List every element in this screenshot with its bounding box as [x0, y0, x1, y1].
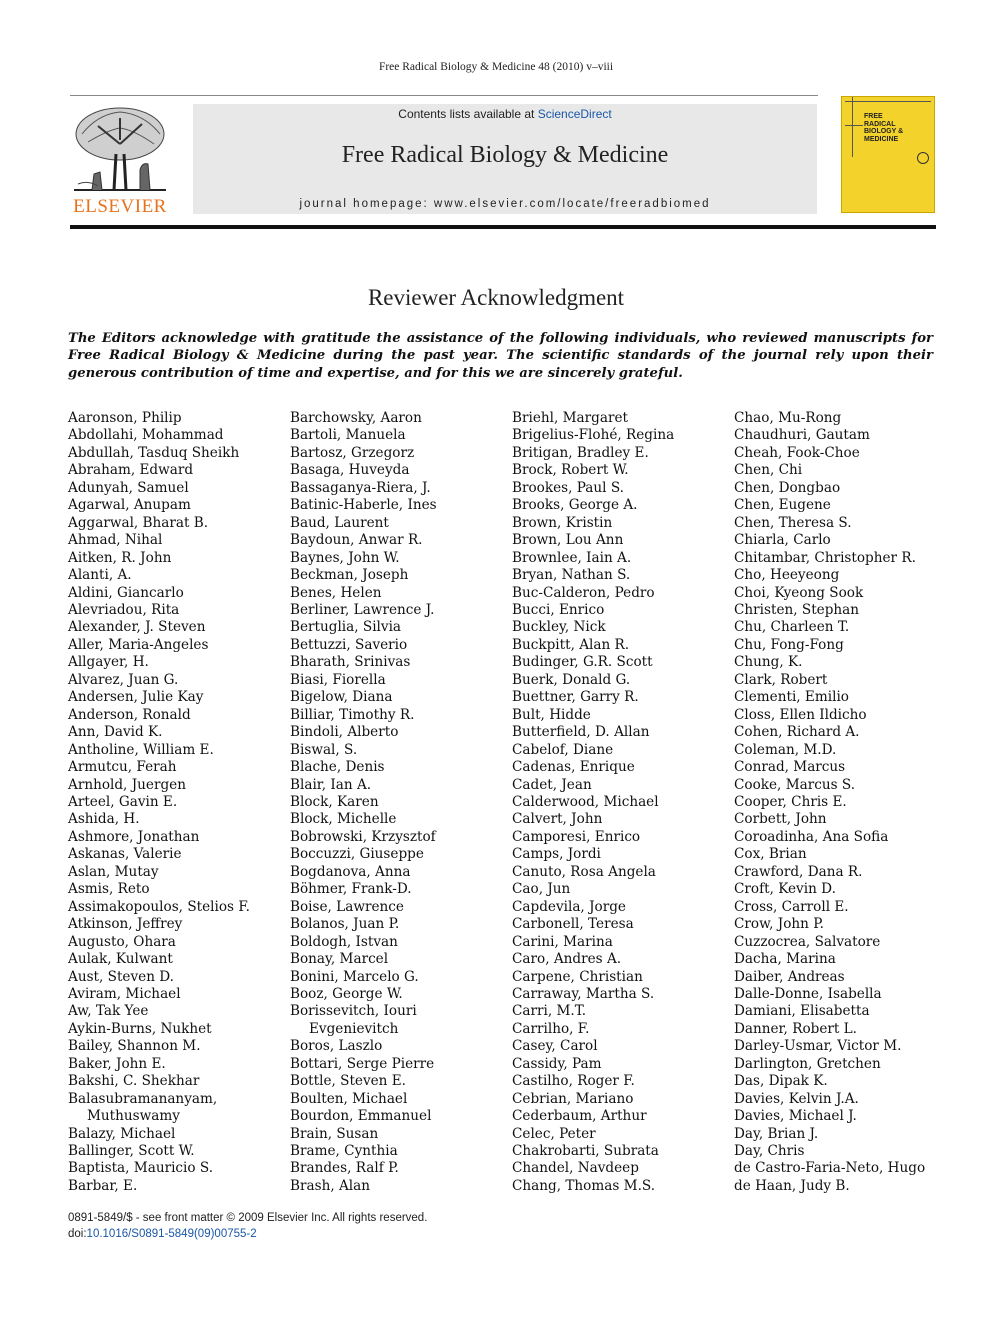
reviewer-name: Balazy, Michael — [68, 1125, 176, 1142]
footer — [68, 1210, 668, 1242]
reviewer-name: Coleman, M.D. — [734, 741, 837, 758]
reviewer-name: Day, Chris — [734, 1143, 805, 1160]
reviewer-name: Celec, Peter — [512, 1125, 596, 1142]
reviewer-name: Calderwood, Michael — [512, 793, 659, 810]
reviewer-name: Conrad, Marcus — [734, 759, 846, 776]
reviewer-name: Cox, Brian — [734, 846, 807, 863]
journal-cover-thumbnail[interactable] — [841, 96, 935, 213]
reviewer-name: Clementi, Emilio — [734, 689, 849, 706]
reviewer-name: Ann, David K. — [68, 724, 163, 741]
reviewer-name: Canuto, Rosa Angela — [512, 863, 656, 880]
reviewer-name: Crawford, Dana R. — [734, 863, 863, 880]
reviewer-name: Buckley, Nick — [512, 619, 606, 636]
reviewer-name: Bolanos, Juan P. — [290, 916, 400, 933]
header-top-rule — [70, 95, 818, 96]
reviewer-name: Camporesi, Enrico — [512, 828, 641, 845]
reviewer-name: Brownlee, Iain A. — [512, 549, 632, 566]
reviewer-name: Askanas, Valerie — [68, 846, 182, 863]
reviewer-name: Andersen, Julie Kay — [68, 689, 204, 706]
reviewer-name: Bucci, Enrico — [512, 601, 605, 618]
reviewer-name: Cooke, Marcus S. — [734, 776, 856, 793]
reviewer-name: Muthuswamy — [87, 1108, 180, 1125]
reviewer-name: Bartoli, Manuela — [290, 427, 406, 444]
reviewer-name: Chen, Chi — [734, 462, 803, 479]
reviewer-name: Cassidy, Pam — [512, 1055, 602, 1072]
reviewer-name: Boulten, Michael — [290, 1090, 408, 1107]
reviewer-name: Chitambar, Christopher R. — [734, 549, 916, 566]
reviewer-name: Dacha, Marina — [734, 951, 836, 968]
reviewer-name: Blair, Ian A. — [290, 776, 372, 793]
reviewer-name: Cadet, Jean — [512, 776, 592, 793]
journal-homepage[interactable]: journal homepage: www.elsevier.com/locate/freeradbiomed — [299, 198, 711, 210]
reviewer-name: Cadenas, Enrique — [512, 759, 635, 776]
reviewer-name: Brandes, Ralf P. — [290, 1160, 399, 1177]
reviewer-name: Brown, Kristin — [512, 514, 613, 531]
reviewer-name: Darlington, Gretchen — [734, 1055, 881, 1072]
reviewer-name: Davies, Michael J. — [734, 1108, 857, 1125]
reviewer-name: Clark, Robert — [734, 671, 828, 688]
reviewer-name: Cebrian, Mariano — [512, 1090, 634, 1107]
cover-emblem-icon — [917, 152, 929, 164]
reviewer-column-3 — [512, 410, 727, 1195]
reviewer-name: de Haan, Judy B. — [734, 1177, 850, 1194]
reviewer-name: Chu, Charleen T. — [734, 619, 850, 636]
journal-title: Free Radical Biology & Medicine — [341, 142, 669, 168]
reviewer-name: Bogdanova, Anna — [290, 863, 411, 880]
reviewer-name: Benes, Helen — [290, 584, 382, 601]
reviewer-name: Boccuzzi, Giuseppe — [290, 846, 424, 863]
reviewer-name: Block, Michelle — [290, 811, 397, 828]
reviewer-name: Chen, Dongbao — [734, 479, 841, 496]
reviewer-name: Cao, Jun — [512, 881, 571, 898]
reviewer-name: Baynes, John W. — [290, 549, 400, 566]
elsevier-tree-icon — [68, 104, 172, 196]
reviewer-name: Buettner, Garry R. — [512, 689, 639, 706]
reviewer-name: Carini, Marina — [512, 933, 613, 950]
doi-prefix: doi: — [68, 1228, 87, 1240]
reviewer-name: Bharath, Srinivas — [290, 654, 411, 671]
reviewer-name: Baydoun, Anwar R. — [290, 532, 423, 549]
reviewer-column-2 — [290, 410, 505, 1195]
reviewer-name: Cho, Heeyeong — [734, 567, 840, 584]
reviewer-name: Allgayer, H. — [68, 654, 149, 671]
reviewer-name: Chakrobarti, Subrata — [512, 1143, 659, 1160]
reviewer-name: Brooks, George A. — [512, 497, 638, 514]
reviewer-name: Baptista, Mauricio S. — [68, 1160, 214, 1177]
reviewer-name: Cederbaum, Arthur — [512, 1108, 647, 1125]
header-main-rule — [70, 225, 936, 229]
reviewer-name: Ahmad, Nihal — [68, 532, 163, 549]
reviewer-name: Abdullah, Tasduq Sheikh — [68, 444, 240, 461]
reviewer-name: Antholine, William E. — [68, 741, 214, 758]
reviewer-name: Evgenievitch — [309, 1020, 399, 1037]
reviewer-name: Assimakopoulos, Stelios F. — [68, 898, 250, 915]
reviewer-name: Blache, Denis — [290, 759, 385, 776]
journal-banner — [193, 104, 817, 214]
reviewer-name: Butterfield, D. Allan — [512, 724, 650, 741]
reviewer-name: Crow, John P. — [734, 916, 824, 933]
reviewer-name: Brown, Lou Ann — [512, 532, 624, 549]
sciencedirect-link[interactable]: ScienceDirect — [537, 107, 612, 121]
reviewer-name: Aldini, Giancarlo — [68, 584, 184, 601]
reviewer-name: Aggarwal, Bharat B. — [68, 514, 209, 531]
reviewer-name: Brain, Susan — [290, 1125, 379, 1142]
reviewer-name: Aller, Maria-Angeles — [68, 636, 209, 653]
reviewer-name: Bindoli, Alberto — [290, 724, 399, 741]
elsevier-logo[interactable] — [68, 104, 172, 216]
reviewer-name: Bailey, Shannon M. — [68, 1038, 201, 1055]
reviewer-name: Biswal, S. — [290, 741, 358, 758]
reviewer-name: Beckman, Joseph — [290, 567, 409, 584]
reviewer-name: Aslan, Mutay — [68, 863, 159, 880]
reviewer-name: Croft, Kevin D. — [734, 881, 836, 898]
reviewer-name: Berliner, Lawrence J. — [290, 601, 435, 618]
reviewer-name: Bottari, Serge Pierre — [290, 1055, 435, 1072]
reviewer-name: Alvarez, Juan G. — [68, 671, 179, 688]
reviewer-name: Buc-Calderon, Pedro — [512, 584, 655, 601]
reviewer-name: Agarwal, Anupam — [68, 497, 191, 514]
reviewer-name: Brock, Robert W. — [512, 462, 629, 479]
reviewer-name: Booz, George W. — [290, 985, 403, 1002]
reviewer-name: Closs, Ellen Ildicho — [734, 706, 867, 723]
reviewer-name: Aulak, Kulwant — [68, 951, 173, 968]
reviewer-name: Chiarla, Carlo — [734, 532, 831, 549]
reviewer-name: Anderson, Ronald — [68, 706, 191, 723]
contents-prefix: Contents lists available at — [398, 107, 538, 121]
reviewer-name: Chung, K. — [734, 654, 803, 671]
reviewer-name: Biasi, Fiorella — [290, 671, 386, 688]
reviewer-name: Budinger, G.R. Scott — [512, 654, 653, 671]
doi-link[interactable]: 10.1016/S0891-5849(09)00755-2 — [86, 1228, 257, 1240]
reviewer-name: Dalle-Donne, Isabella — [734, 985, 882, 1002]
reviewer-name: Day, Brian J. — [734, 1125, 819, 1142]
reviewer-name: Ashida, H. — [68, 811, 140, 828]
article-title: Reviewer Acknowledgment — [367, 285, 625, 310]
reviewer-name: Carraway, Martha S. — [512, 985, 655, 1002]
reviewer-name: Asmis, Reto — [68, 881, 150, 898]
reviewer-name: Chandel, Navdeep — [512, 1160, 639, 1177]
reviewer-name: Bonay, Marcel — [290, 951, 389, 968]
reviewer-column-1 — [68, 410, 283, 1195]
reviewer-name: Bobrowski, Krzysztof — [290, 828, 436, 845]
cover-title-line: MEDICINE — [864, 135, 899, 143]
reviewer-name: Cabelof, Diane — [512, 741, 614, 758]
reviewer-name: Bourdon, Emmanuel — [290, 1108, 432, 1125]
reviewer-name: Castilho, Roger F. — [512, 1073, 635, 1090]
reviewer-name: Block, Karen — [290, 793, 379, 810]
doi-line — [68, 1226, 668, 1242]
reviewer-name: Abraham, Edward — [68, 462, 194, 479]
reviewer-name: Bult, Hidde — [512, 706, 591, 723]
reviewer-name: Brame, Cynthia — [290, 1143, 398, 1160]
reviewer-name: Chen, Eugene — [734, 497, 831, 514]
reviewer-name: Ballinger, Scott W. — [68, 1143, 195, 1160]
reviewer-name: Carpene, Christian — [512, 968, 643, 985]
reviewer-name: Batinic-Haberle, Ines — [290, 497, 437, 514]
reviewer-name: Basaga, Huveyda — [290, 462, 410, 479]
reviewer-name: Buckpitt, Alan R. — [512, 636, 630, 653]
elsevier-wordmark: ELSEVIER — [73, 196, 167, 217]
reviewer-name: Böhmer, Frank-D. — [290, 881, 412, 898]
reviewer-name: Chang, Thomas M.S. — [512, 1177, 656, 1194]
reviewer-name: Balasubramananyam, — [68, 1090, 218, 1107]
reviewer-name: Brigelius-Flohé, Regina — [512, 427, 675, 444]
reviewer-name: Brookes, Paul S. — [512, 479, 624, 496]
reviewer-name: Bettuzzi, Saverio — [290, 636, 408, 653]
cover-title-line: FREE — [864, 113, 883, 120]
reviewer-name: de Castro-Faria-Neto, Hugo — [734, 1160, 926, 1177]
reviewer-name: Alexander, J. Steven — [68, 619, 206, 636]
cover-title-line: RADICAL — [864, 120, 896, 128]
reviewer-name: Chaudhuri, Gautam — [734, 427, 870, 444]
reviewer-name: Adunyah, Samuel — [68, 479, 189, 496]
reviewer-name: Ashmore, Jonathan — [68, 828, 200, 845]
reviewer-name: Bertuglia, Silvia — [290, 619, 402, 636]
reviewer-name: Carbonell, Teresa — [512, 916, 634, 933]
reviewer-name: Bonini, Marcelo G. — [290, 968, 419, 985]
reviewer-name: Cheah, Fook-Choe — [734, 444, 860, 461]
reviewer-name: Alevriadou, Rita — [68, 601, 180, 618]
reviewer-name: Casey, Carol — [512, 1038, 598, 1055]
reviewer-name: Christen, Stephan — [734, 601, 860, 618]
reviewer-name: Buerk, Donald G. — [512, 671, 631, 688]
reviewer-name: Daiber, Andreas — [734, 968, 845, 985]
running-head: Free Radical Biology & Medicine 48 (2010) v–viii — [378, 61, 614, 73]
reviewer-name: Aaronson, Philip — [68, 410, 182, 426]
reviewer-name: Cuzzocrea, Salvatore — [734, 933, 881, 950]
reviewer-name: Camps, Jordi — [512, 846, 601, 863]
reviewer-name: Barchowsky, Aaron — [290, 410, 422, 426]
reviewer-name: Bartosz, Grzegorz — [290, 444, 415, 461]
reviewer-name: Choi, Kyeong Sook — [734, 584, 864, 601]
reviewer-name: Atkinson, Jeffrey — [68, 916, 183, 933]
reviewer-name: Augusto, Ohara — [68, 933, 176, 950]
reviewer-name: Danner, Robert L. — [734, 1020, 858, 1037]
cover-rule — [845, 101, 931, 102]
acknowledgment-intro: The Editors acknowledge with gratitude the assistance of the following individuals, who reviewed manuscripts for Free Radical Biology & Medicine during the past year. The scientific standards of the journal rely upon their generous contribution of time and expertise, and for this we are sincerely grateful. — [68, 331, 933, 381]
cover-title — [864, 113, 932, 143]
reviewer-name: Brash, Alan — [290, 1177, 370, 1194]
reviewer-name: Bottle, Steven E. — [290, 1073, 406, 1090]
reviewer-name: Arteel, Gavin E. — [68, 793, 178, 810]
reviewer-name: Bryan, Nathan S. — [512, 567, 631, 584]
reviewer-name: Cohen, Richard A. — [734, 724, 860, 741]
reviewer-name: Carri, M.T. — [512, 1003, 587, 1020]
reviewer-name: Caro, Andres A. — [512, 951, 622, 968]
reviewer-name: Aust, Steven D. — [68, 968, 175, 985]
reviewer-name: Aw, Tak Yee — [68, 1003, 149, 1020]
reviewer-name: Britigan, Bradley E. — [512, 444, 649, 461]
reviewer-name: Barbar, E. — [68, 1177, 138, 1194]
reviewer-name: Cross, Carroll E. — [734, 898, 849, 915]
reviewer-name: Billiar, Timothy R. — [290, 706, 415, 723]
reviewer-name: Capdevila, Jorge — [512, 898, 626, 915]
reviewer-name: Abdollahi, Mohammad — [68, 427, 224, 444]
cover-rule — [845, 125, 863, 126]
reviewer-name: Baud, Laurent — [290, 514, 389, 531]
reviewer-name: Aitken, R. John — [68, 549, 172, 566]
reviewer-name: Aviram, Michael — [68, 985, 181, 1002]
reviewer-name: Corbett, John — [734, 811, 827, 828]
reviewer-name: Chu, Fong-Fong — [734, 636, 844, 653]
reviewer-name: Alanti, A. — [68, 567, 132, 584]
reviewer-name: Carrilho, F. — [512, 1020, 590, 1037]
reviewer-name: Calvert, John — [512, 811, 603, 828]
reviewer-name: Aykin-Burns, Nukhet — [68, 1020, 212, 1037]
reviewer-name: Borissevitch, Iouri — [290, 1003, 417, 1020]
reviewer-name: Das, Dipak K. — [734, 1073, 828, 1090]
reviewer-name: Coroadinha, Ana Sofia — [734, 828, 889, 845]
cover-rule — [852, 97, 853, 157]
reviewer-column-4 — [734, 410, 949, 1195]
cover-title-line: BIOLOGY & — [864, 128, 904, 135]
reviewer-name: Boldogh, Istvan — [290, 933, 398, 950]
reviewer-name: Bakshi, C. Shekhar — [68, 1073, 200, 1090]
reviewer-name: Cooper, Chris E. — [734, 793, 847, 810]
issn-copyright-line: 0891-5849/$ - see front matter © 2009 Elsevier Inc. All rights reserved. — [68, 1212, 428, 1224]
reviewer-name: Chao, Mu-Rong — [734, 410, 842, 426]
reviewer-name: Bassaganya-Riera, J. — [290, 479, 431, 496]
reviewer-name: Bigelow, Diana — [290, 689, 393, 706]
reviewer-name: Boise, Lawrence — [290, 898, 404, 915]
reviewer-name: Chen, Theresa S. — [734, 514, 852, 531]
reviewer-name: Arnhold, Juergen — [68, 776, 186, 793]
reviewer-name: Darley-Usmar, Victor M. — [734, 1038, 902, 1055]
reviewer-name: Briehl, Margaret — [512, 410, 628, 426]
reviewer-name: Armutcu, Ferah — [68, 759, 177, 776]
reviewer-name: Boros, Laszlo — [290, 1038, 383, 1055]
contents-line — [193, 107, 817, 121]
reviewer-name: Baker, John E. — [68, 1055, 166, 1072]
reviewer-name: Davies, Kelvin J.A. — [734, 1090, 859, 1107]
reviewer-name: Damiani, Elisabetta — [734, 1003, 870, 1020]
